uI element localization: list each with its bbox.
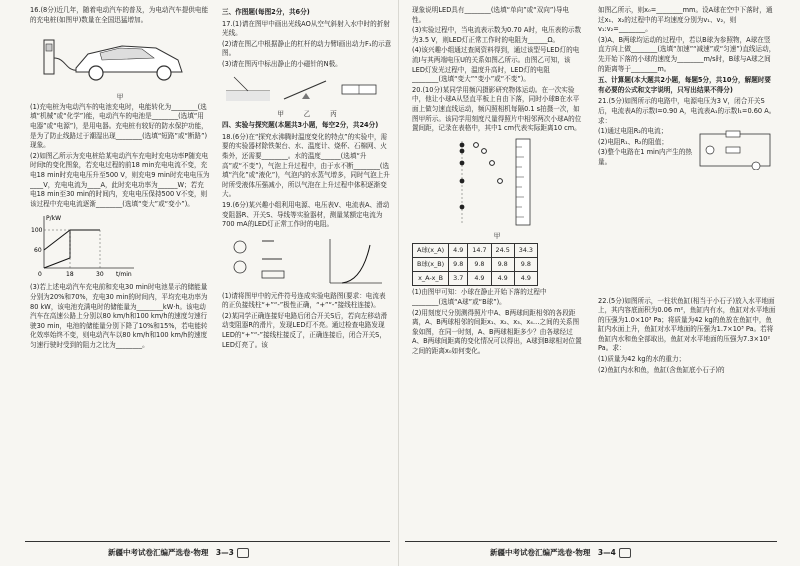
footer-rule-right xyxy=(405,541,777,542)
q19-part2-cont: 现象说明LED具有________(选填“单向”或“双向”)导电性。 xyxy=(412,6,570,24)
footer-right-text: 新疆中考试卷汇编严选卷·物理 3—4 xyxy=(490,548,616,557)
table-cell: 4.9 xyxy=(514,272,537,286)
graph-x-tick-2: 30 xyxy=(96,271,104,279)
table-cell: A球(x_A) xyxy=(413,244,449,258)
q21-part3: (3)整个电路在1 min内产生的热量。 xyxy=(598,148,693,166)
footer-right xyxy=(490,546,631,560)
q22-stem: 22.(5分)如图所示，一柱状鱼缸(相当于小石子)放入水平地面上，其内容底面积为0.06 m²，鱼缸内有水，鱼缸对水平地面的压强为1.0×10³ Pa；将质量为42 kg的鱼放在鱼缸中，鱼缸内水面上升，鱼缸对水平地面的压强为1.7×10³ Pa。若将鱼缸内水和鱼全部取出，鱼缸对水平地面的压强为7.3×10² Pa。求： xyxy=(598,296,776,353)
table-row xyxy=(413,244,538,258)
table-cell: 3.7 xyxy=(449,272,468,286)
table-cell: 9.8 xyxy=(514,258,537,272)
page-divider xyxy=(398,0,399,566)
q16-part1: (1)充电桩为电动汽车的电池充电时，电能转化为________(选填“机械”或“化学”)能，电动汽车的电池是________(选填“用电器”或“电源”)，是用电器。充电桩有较好的防水保护功能，是为了防止线路过于潮湿出现________(选填“短路”或“断路”)现象。 xyxy=(30,102,208,150)
q22-part2: (2)鱼缸内水和鱼，鱼缸(含鱼缸底小石子)的 xyxy=(598,365,725,374)
q16-part3: (3)若上述电动汽车充电前和充电30 min时电池显示的储能量分别为20%和70%，充电30 min的时间内，平均充电功率为80 kW，该电池充满电时的储能量为________kW·h。该电动汽车在高速公路上分别以80 km/h和100 km/h的速度匀速行驶30 min，电池的储能量分别下降了10%和15%，若电能转化效率始终不变，则电动汽车以80 km/h和100 km/h的速度匀速行驶时受到的阻力之比为________。 xyxy=(30,283,208,349)
q20-figure-label: 甲 xyxy=(493,231,501,240)
q19-circuit-figure xyxy=(222,233,387,289)
q20-part2: (2)用刻度尺分别测得照片中A、B两球间距相邻的各段距离，A、B两球相邻的间距x₁、x₂、x₃、x₄…之间的关系图象如图，在同一时刻，A、B两球相距多少？由各球经过A、B两球间距离的变化情况可以得出，A球到B球相对位置之间的距离x₀如何变化。 xyxy=(412,308,582,355)
q17-figure-labels: 甲 乙 丙 xyxy=(277,109,337,118)
q20-part3: (3)A、B两球均运动的过程中，若以B球为参照物，A球在竖直方向上做________(选填“加速”“减速”或“匀速”)直线运动，先开始下落的小球的速度为________m/s时，B球与A球之间的距离等于________m。 xyxy=(598,35,776,73)
footer-left-text: 新疆中考试卷汇编严选卷·物理 3—3 xyxy=(108,548,234,557)
graph-origin: 0 xyxy=(38,271,42,279)
table-cell: 4.9 xyxy=(449,244,468,258)
publisher-logo-icon xyxy=(237,548,249,558)
power-time-graph xyxy=(30,212,140,280)
q22-part1: (1)质量为42 kg的水的重力； xyxy=(598,355,686,364)
q19-part1: (1)请将图甲中的元件符号连成实验电路图(要求：电流表的正负接线柱“+”“-”极性正确，“+”“-”接线柱连接)。 xyxy=(222,291,386,310)
table-cell: 34.3 xyxy=(514,244,537,258)
table-cell: 9.8 xyxy=(491,258,514,272)
q20-part2-cont: 如图乙所示，则x₀=________mm。设A球在空中下落时，通过x₁、x₂的过程中的平均速度分别为v₁、v₂，则v₁:v₂=________。 xyxy=(598,6,773,34)
section-4-heading: 四、实验与探究题(本题共3小题，每空2分，共24分) xyxy=(222,121,379,130)
table-row xyxy=(413,258,538,272)
column-4 xyxy=(598,6,776,534)
answer-space xyxy=(598,169,776,297)
q21-part1: (1)通过电阻R₂的电流； xyxy=(598,127,668,136)
table-cell: 9.8 xyxy=(468,258,491,272)
table-cell: B球(x_B) xyxy=(413,258,449,272)
q16-figure-label: 甲 xyxy=(116,93,124,102)
q16-stem: 16.(8分)近几年，随着电动汽车的普及，为电动汽车提供电能的充电桩(如图甲)数量在全国迅猛增加。 xyxy=(30,6,209,24)
table-cell: x_A-x_B xyxy=(413,272,449,286)
section-5-heading: 五、计算题(本大题共2小题，每题5分，共10分，解题时要有必要的公式和文字说明，只写出结果不得分) xyxy=(598,76,772,94)
column-2 xyxy=(222,6,392,534)
table-row xyxy=(413,272,538,286)
section-3-heading: 三、作图题(每图2分，共6分) xyxy=(222,8,310,16)
q21-circuit-diagram xyxy=(696,130,776,170)
q20-stem: 20.(10分)某同学用频闪摄影研究物体运动。在一次实验中，他让小球A从竖直平板上自由下落，同时小球B在水平面上做匀速直线运动，频闪照相机每隔0.1 s拍摄一次，如图甲所示。该同学用刻度尺量得照片中相邻两次小球A的位置间距，记录在表格中，其中1 cm代表实际距离10 cm。 xyxy=(412,85,582,133)
table-cell: 4.9 xyxy=(491,272,514,286)
table-cell: 14.7 xyxy=(468,244,491,258)
q19-stem: 19.(6分)某兴趣小组利用电源、电压表V、电流表A、滑动变阻器R、开关S、导线等实验器材，测量某额定电流为700 mA的LED灯正常工作时的电阻。 xyxy=(222,200,390,229)
graph-y-tick-1: 100 xyxy=(31,227,43,235)
strobe-photo-figure xyxy=(412,137,577,229)
footer-rule-left xyxy=(25,541,390,542)
graph-y-label: P/kW xyxy=(46,215,62,223)
column-1 xyxy=(30,6,210,534)
q19-part2: (2)某同学正确连接好电路后闭合开关S后，若向左移动滑动变阻器R的滑片，发现LED灯不亮。通过检查电路发现LED的“+”“-”接线柱接反了，正确连接后，闭合开关S，LED灯亮了。该 xyxy=(222,311,388,349)
graph-y-tick-2: 60 xyxy=(34,247,42,255)
q18-text: 18.(6分)在“探究水沸腾时温度变化的特点”的实验中，需要的实验器材除铁架台、水、温度计、烧杯、石棉网、火柴外，还需要________。水的温度______(选填“升高”或“不变”)，气泡上升过程中，由于水不断________(选填“汽化”或“液化”)，气泡内的水蒸气增多，同时气泡上升时所受液体压强减小，所以气泡在上升过程中体积逐渐变大。 xyxy=(222,132,390,199)
q21-part2: (2)电阻R₁、R₂的阻值； xyxy=(598,137,668,146)
q20-part1: (1)由图甲可知：小球在静止开始下落的过程中________(选填“A球”或“B球”)。 xyxy=(412,288,547,306)
charging-car-figure xyxy=(30,28,200,90)
graph-x-label: t/min xyxy=(116,271,132,279)
table-cell: 9.8 xyxy=(449,258,468,272)
q17-part2: (2)请在图乙中根据静止的杠杆的动力臂l画出动力F₁的示意图。 xyxy=(222,39,392,58)
publisher-logo-icon xyxy=(619,548,631,558)
table-cell: 24.5 xyxy=(491,244,514,258)
q17-figures xyxy=(222,73,387,107)
q16-part2: (2)如图乙所示为充电桩给某电动汽车充电时充电功率P随充电时间t的变化图象，若充电过程的前18 min充电电流不变，充电18 min时充电电压升至500 V，则充电9 min时充电电压为____V，充电电流为____A，此时充电功率为______W；若充电18 min至30 min的时间内，充电电压保持500 V不变，则该过程中充电电流逐渐________(选填“变大”或“变小”)。 xyxy=(30,151,210,208)
q21-stem: 21.(5分)如图所示的电路中，电源电压为3 V，闭合开关S后，电流表A的示数I=0.90 A，电流表A₁的示数I₁=0.60 A。求： xyxy=(598,97,776,125)
q19-part3: (3)实验过程中，当电流表示数为0.70 A时，电压表的示数为3.5 V，则LED灯正常工作时的电阻为______Ω。 xyxy=(412,26,582,44)
q19-part4: (4)该兴趣小组通过查阅资料得到，通过该型号LED灯的电流I与其两端电压U的关系如图乙所示。由图乙可知，该LED灯发光过程中，温度升高时，LED灯的电阻________(选填“变大”“变小”或“不变”)。 xyxy=(412,46,580,84)
table-cell: 4.9 xyxy=(468,272,491,286)
graph-x-tick-1: 18 xyxy=(66,271,74,279)
q20-data-table xyxy=(412,243,538,286)
q17-part1: 17.(1)请在图甲中画出光线AO从空气斜射入水中时的折射光线。 xyxy=(222,19,390,38)
q17-part3: (3)请在图丙中标出静止的小磁针的N极。 xyxy=(222,59,342,68)
footer-left xyxy=(108,546,249,560)
column-3 xyxy=(412,6,582,534)
